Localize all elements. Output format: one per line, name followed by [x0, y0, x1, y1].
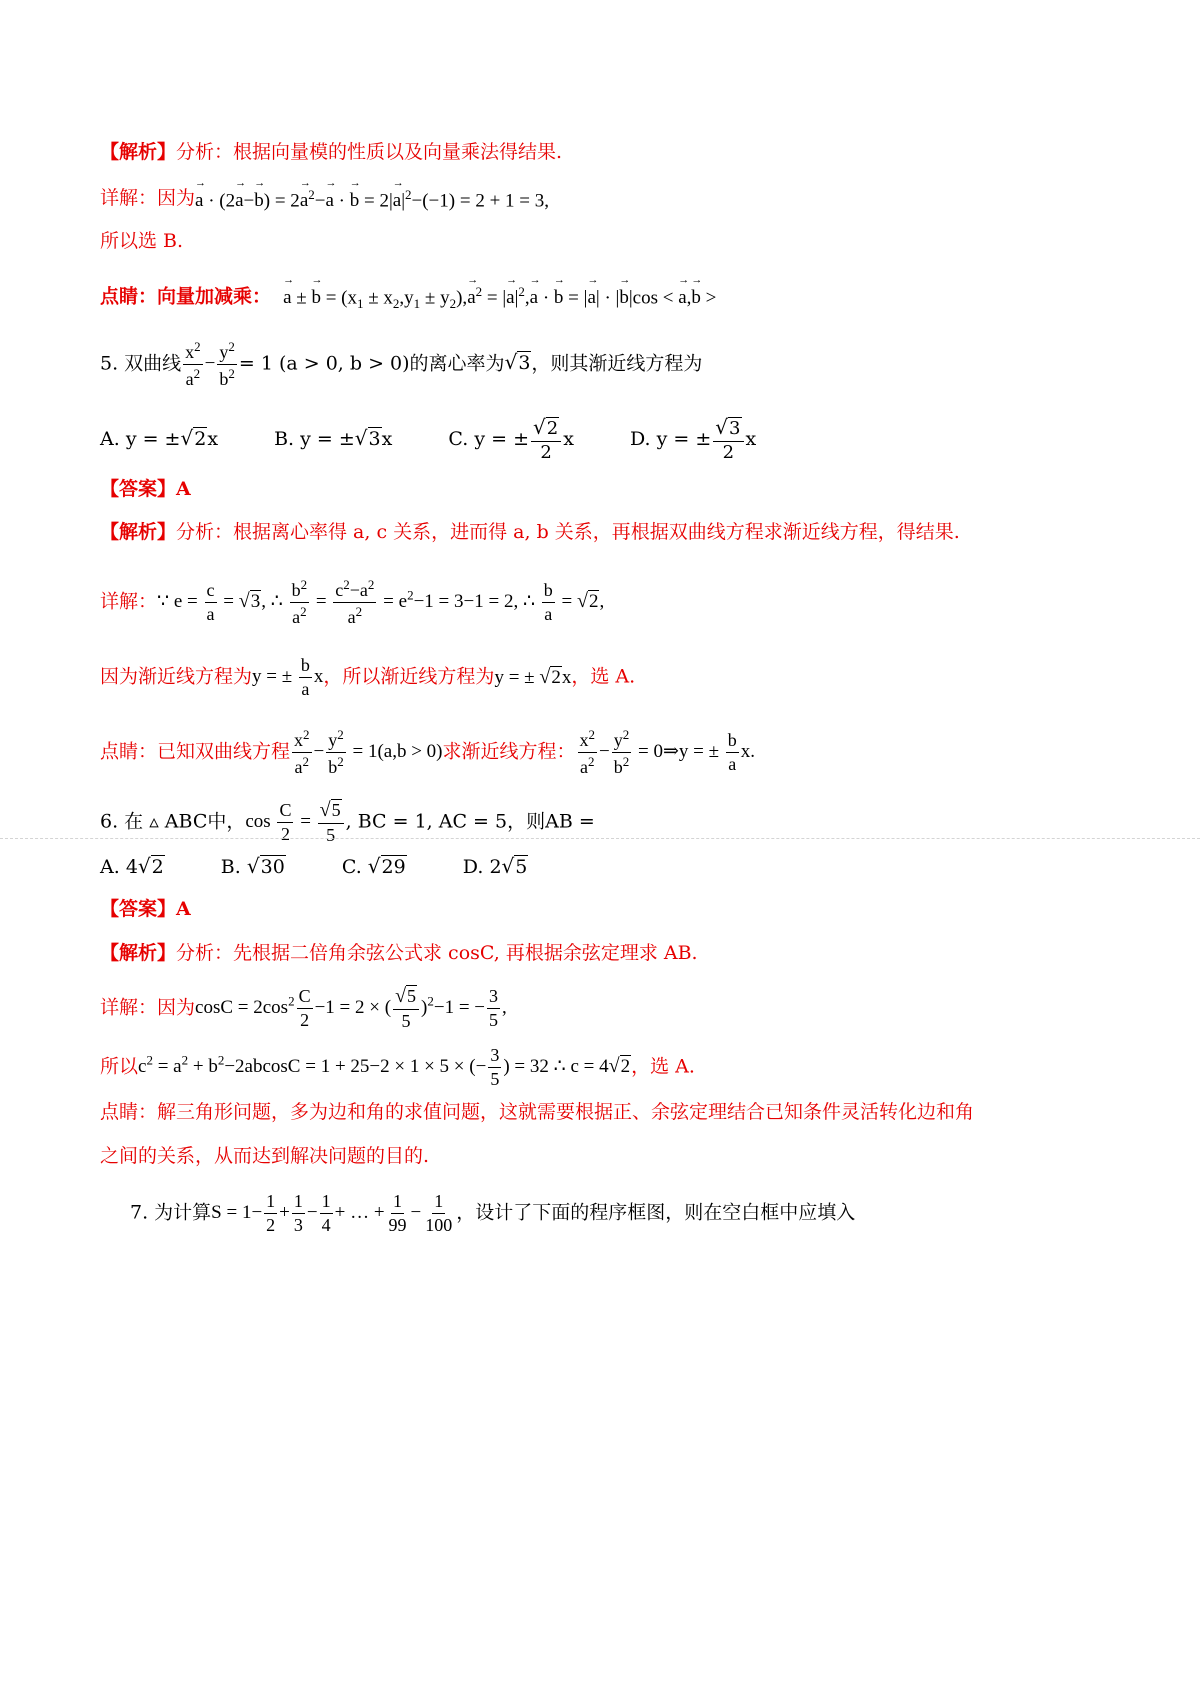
q7-sum-formula: S = 1− $\frac{1}{2}$ + $\frac{1}{3}$ − $\frac{1}{4}$ + … + $\frac{1}{99}$ − $\frac{1}{100}$ [211, 1191, 453, 1235]
q6-option-a: A. 4√2 [100, 854, 164, 878]
answer-label: 【答案】 [100, 898, 177, 920]
q5-option-a: A. y = ±√2x [100, 426, 219, 450]
tip-label: 点睛：已知双曲线方程 [100, 740, 291, 763]
q5-answer [100, 480, 1200, 499]
q4-tip [100, 285, 1200, 310]
analysis-label: 【解析】 [100, 942, 177, 964]
q6-cosine-law: 所以$c^2 = a^2 + b^2-2abcosC = 1 + 25-2 \times 1 \times 5$ × (− $\frac{3}{5}$ ) = 32 ∴ c = 4√2，选 A. [100, 1045, 695, 1089]
analysis-text: 分析：根据向量模的性质以及向量乘法得结果. [176, 141, 563, 163]
q5-number: 5. 双曲线 [100, 352, 182, 375]
page-divider [0, 838, 1200, 839]
q5-asymptote: 因为渐近线方程为y = ± $\frac{b}{a}$ x，所以渐近线方程为y = ± √2x，选 A. [100, 655, 636, 699]
analysis-text: 分析：根据离心率得 a, c 关系，进而得 a, b 关系，再根据双曲线方程求渐近线方程，得结果. [176, 521, 960, 543]
q6-answer [100, 900, 1200, 919]
q5-analysis [100, 523, 1200, 542]
analysis-label: 【解析】 [100, 521, 177, 543]
q5-option-c: C. y = ± $\frac{√2}{2}$ x [448, 415, 574, 463]
tip-label: 点睛：向量加减乘： [100, 285, 272, 308]
q6-tip-2: 之间的关系，从而达到解决问题的目的. [100, 1145, 430, 1167]
q6-tip-1: 点睛：解三角形问题，多为边和角的求值问题，这就需要根据正、余弦定理结合已知条件灵活转化边和角 [100, 1101, 975, 1123]
answer-value: A [176, 478, 191, 500]
q5-options [100, 414, 1200, 463]
q5-sqrt3: √3 [504, 350, 531, 375]
q6-option-b: B. √30 [220, 854, 285, 878]
detail-label: 详解：因为 [100, 187, 196, 210]
q4-conclusion: 所以选 B. [100, 230, 184, 252]
q7-stem [130, 1192, 1200, 1235]
q6-option-c: C. √29 [341, 854, 406, 878]
q5-stem [100, 340, 1200, 389]
q6-cosine-formula: $c^2 = a^2 + b^2-2abcosC = 1 + 25-2 \times 1 \times 5$ × (− $\frac{3}{5}$ ) = 32 ∴ c = 4√2 [138, 1045, 631, 1089]
q7-number: 7. 为计算 [130, 1201, 212, 1224]
detail-label: 详解： [100, 590, 158, 613]
q5-option-b: B. y = ±√3x [274, 426, 393, 450]
q6-option-d: D. 2√5 [462, 854, 528, 878]
q5-detail-formula: ∵ e = $\frac{c}{a}$ = √3, ∴ $\frac{b^2}{a^2}$ = $\frac{c^2-a^2}{a^2}$ = $e^2-1 = 3-1 = 2$, ∴ $\frac{b}{a}$ = √2, [157, 577, 605, 627]
q6-options [100, 856, 1200, 877]
q4-analysis [100, 143, 1200, 162]
q5-stem-end: ，则其渐近线方程为 [531, 352, 703, 375]
q4-detail-formula: → $a \cdot (2\to a-\to b) = 2\to a^2-\to a$ · → $b = 2|\to a|^2-(-1) = 2 + 1 = 3$, [195, 188, 549, 210]
q6-detail-formula: $\cos C = 2\cos^2$ $\frac{C}{2}$ −1 = 2 × ( $\frac{√5}{5}$ )$^2$−1 = − $\frac{3}{5}$ , [195, 985, 507, 1031]
q5-stem-mid: = 1 (a > 0, b > 0)的离心率为 [238, 352, 505, 375]
q6-detail [100, 986, 1200, 1031]
q6-stem-tail: , BC = 1, AC = 5，则AB = [345, 810, 595, 833]
analysis-text: 分析：先根据二倍角余弦公式求 cosC, 再根据余弦定理求 AB. [176, 942, 698, 964]
detail-label: 详解：因为 [100, 996, 196, 1019]
q6-number: 6. 在 ▵ ABC中， [100, 810, 246, 833]
q4-tip-formula: → a ± → $b = (x_1 \pm x_2,y_1 \pm y_2),\to a^2$ = |→ $a|^2,\to a$ · → b = |→ a| · |→ b|cos < → a,→ b > [283, 285, 716, 310]
answer-label: 【答案】 [100, 478, 177, 500]
answer-value: A [176, 898, 191, 920]
q6-cos-formula: cos $\frac{C}{2}$ = $\frac{√5}{5}$ [245, 800, 345, 845]
analysis-label: 【解析】 [100, 141, 177, 163]
q5-equation: $\frac{x^2}{a^2}$ − $\frac{y^2}{b^2}$ [185, 339, 235, 389]
q5-detail [100, 578, 1200, 627]
q7-stem-end: ，设计了下面的程序框图，则在空白框中应填入 [456, 1201, 856, 1224]
q5-option-d: D. y = ± $\frac{√3}{2}$ x [629, 415, 757, 463]
q6-analysis [100, 944, 1200, 963]
q4-detail [100, 188, 1200, 210]
q5-tip: 点睛：已知双曲线方程 $\frac{x^2}{a^2}$ − $\frac{y^2}{b^2}$ = 1(a,b > 0)求渐近线方程： $\frac{x^2}{a^2}$ − $\frac{y^2}{b^2}$ = 0⇒y = ± $\frac{b}{a}$ x. [100, 727, 756, 777]
